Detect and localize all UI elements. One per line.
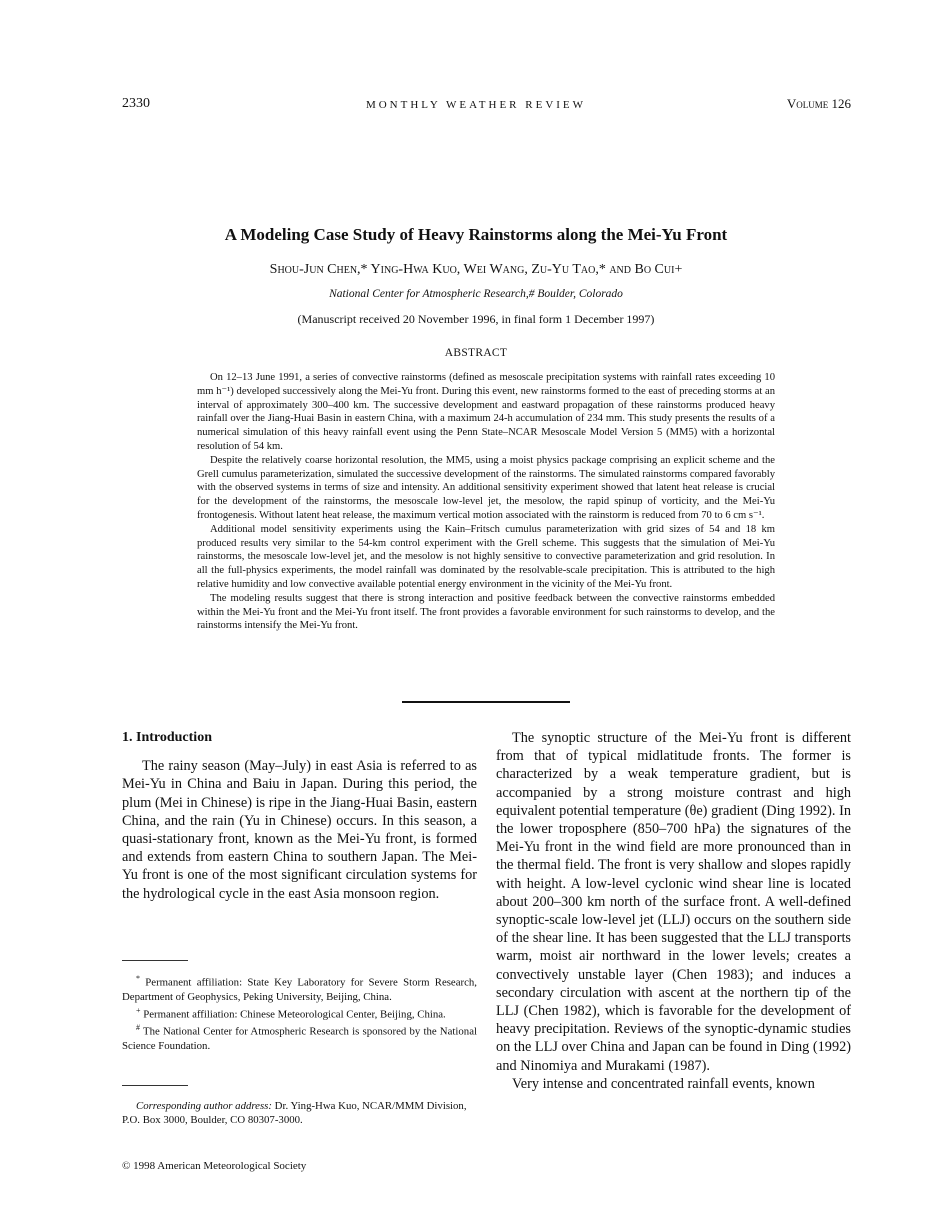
footnote-divider [122, 960, 188, 961]
right-column [496, 729, 851, 1093]
abstract-paragraph: Additional model sensitivity experiments using the Kain–Fritsch cumulus parameterization with grid sizes of 54 and 18 km produced results very similar to the 54-km control experiment with the Grell scheme. This suggests that the simulation of Mei-Yu rainstorms, the mesoscale low-level jet, and the mesolow is not highly sensitive to convective parameterization and grid resolution. In all the full-physics experiments, the model rainfall was dominated by the resolvable-scale precipitation. This is attributed to the high relative humidity and low convective available potential energy environment in the vicinity of the Mei-Yu front. [197, 523, 775, 590]
footnote-mark: # [136, 1023, 140, 1033]
journal-name: MONTHLY WEATHER REVIEW [365, 99, 587, 111]
section-divider [402, 701, 570, 703]
body-paragraph: Very intense and concentrated rainfall events, known [512, 1075, 815, 1092]
affiliation: National Center for Atmospheric Research,# Boulder, Colorado [329, 288, 623, 300]
footnote-divider [122, 1085, 188, 1086]
left-column [122, 729, 477, 903]
footnote-mark: * [136, 974, 140, 983]
footnote-text: Permanent affiliation: Chinese Meteorological Center, Beijing, China. [143, 1008, 446, 1021]
volume-label: Volume 126 [786, 96, 851, 111]
abstract-heading: ABSTRACT [444, 347, 508, 359]
corresponding-author-line [122, 1099, 477, 1127]
abstract-paragraph: On 12–13 June 1991, a series of convective rainstorms (defined as mesoscale precipitation systems with rainfall rates exceeding 10 mm h⁻¹) developed successively along the Mei-Yu front. During this event, new rainstorms formed to the east of preceding storms at an interval of approximately 300–400 km. The successive development and eastward propagation of these rainstorms produced heavy rainfall over the Jiang-Huai Basin in eastern China, with a maximum 24-h accumulation of 234 mm. This study presents the results of a numerical simulation of this heavy rainfall event using the Penn State–NCAR Mesoscale Model Version 5 (MM5) with a horizontal resolution of 54 km. [197, 372, 775, 452]
manuscript-dates: (Manuscript received 20 November 1996, in final form 1 December 1997) [297, 312, 655, 326]
abstract-paragraph: Despite the relatively coarse horizontal resolution, the MM5, using a moist physics package comprising an explicit scheme and the Grell cumulus parameterization, simulated the successive development of the rainstorms. The simulated rainstorms compared favorably with the observed systems in terms of size and intensity. An additional sensitivity experiment showed that latent heat release is crucial for the development of the rainstorms, the mesoscale low-level jet, the mesolow, the rapid spinup of vorticity, and the Mei-Yu frontogenesis. Without latent heat release, the maximum vertical motion associated with the rainstorm is reduced from 70 to 6 cm s⁻¹. [197, 454, 775, 521]
body-paragraph: The rainy season (May–July) in east Asia is referred to as Mei-Yu in China and Baiu in Japan. During this period, the plum (Mei in Chinese) is ripe in the Jiang-Huai Basin, eastern China, and the rain (Yu in Chinese) occurs. In this season, a quasi-stationary front, known as the Mei-Yu front, is formed and extends from eastern China to southern Japan. The Mei-Yu front is one of the most significant circulation systems for the hydrological cycle in the east Asia monsoon region. [122, 758, 477, 902]
corresponding-label: Corresponding author address: [136, 1100, 272, 1112]
author-list: Shou-Jun Chen,* Ying-Hwa Kuo, Wei Wang, Zu-Yu Tao,* and Bo Cui+ [269, 262, 683, 277]
page-number: 2330 [122, 96, 150, 111]
footnote-text: Permanent affiliation: State Key Laboratory for Severe Storm Research, Department of Geophysics, Peking University, Beijing, China. [122, 976, 478, 1003]
footnotes [122, 972, 477, 1053]
footnote [122, 1021, 477, 1053]
corresponding-address: Dr. Ying-Hwa Kuo, NCAR/MMM Division, P.O. Box 3000, Boulder, CO 80307-3000. [122, 1100, 467, 1126]
abstract-body [197, 371, 775, 633]
section-heading: 1. Introduction [122, 730, 212, 745]
footnote [122, 972, 477, 1004]
paper-title: A Modeling Case Study of Heavy Rainstorms along the Mei-Yu Front [224, 225, 728, 244]
footnote-text: The National Center for Atmospheric Research is sponsored by the National Science Foundation. [122, 1025, 477, 1052]
footnote-mark: + [136, 1005, 141, 1015]
corresponding-author [122, 1099, 477, 1127]
copyright-notice: © 1998 American Meteorological Society [122, 1160, 307, 1172]
footnote [122, 1004, 477, 1022]
body-paragraph: The synoptic structure of the Mei-Yu front is different from that of typical midlatitude fronts. The former is characterized by a weak temperature gradient, but is accompanied by a strong moisture contrast and high equivalent potential temperature (θe) gradient (Ding 1992). In the lower troposphere (850–700 hPa) the signatures of the Mei-Yu front in the wind field are more pronounced than in the thermal field. The front is very shallow and slopes rapidly with height. A low-level cyclonic wind shear line is located about 200–300 km north of the surface front. A well-defined synoptic-scale low-level jet (LLJ) occurs on the southern side of the shear line. It has been suggested that the LLJ transports warm, moist air northward in the lower levels; creates a convectively unstable layer (Chen 1983); and induces a secondary circulation with ascent at the northern tip of the LLJ (Chen 1982), which is favorable for the development of heavy precipitation. Reviews of the synoptic-dynamic studies on the LLJ over China and Japan can be found in Ding (1992) and Ninomiya and Murakami (1987). [496, 730, 851, 1074]
abstract-paragraph: The modeling results suggest that there is strong interaction and positive feedback between the convective rainstorms embedded within the Mei-Yu front and the Mei-Yu front itself. The front provides a favorable environment for such rainstorms to develop, and the rainstorms intensify the Mei-Yu front. [197, 592, 775, 632]
